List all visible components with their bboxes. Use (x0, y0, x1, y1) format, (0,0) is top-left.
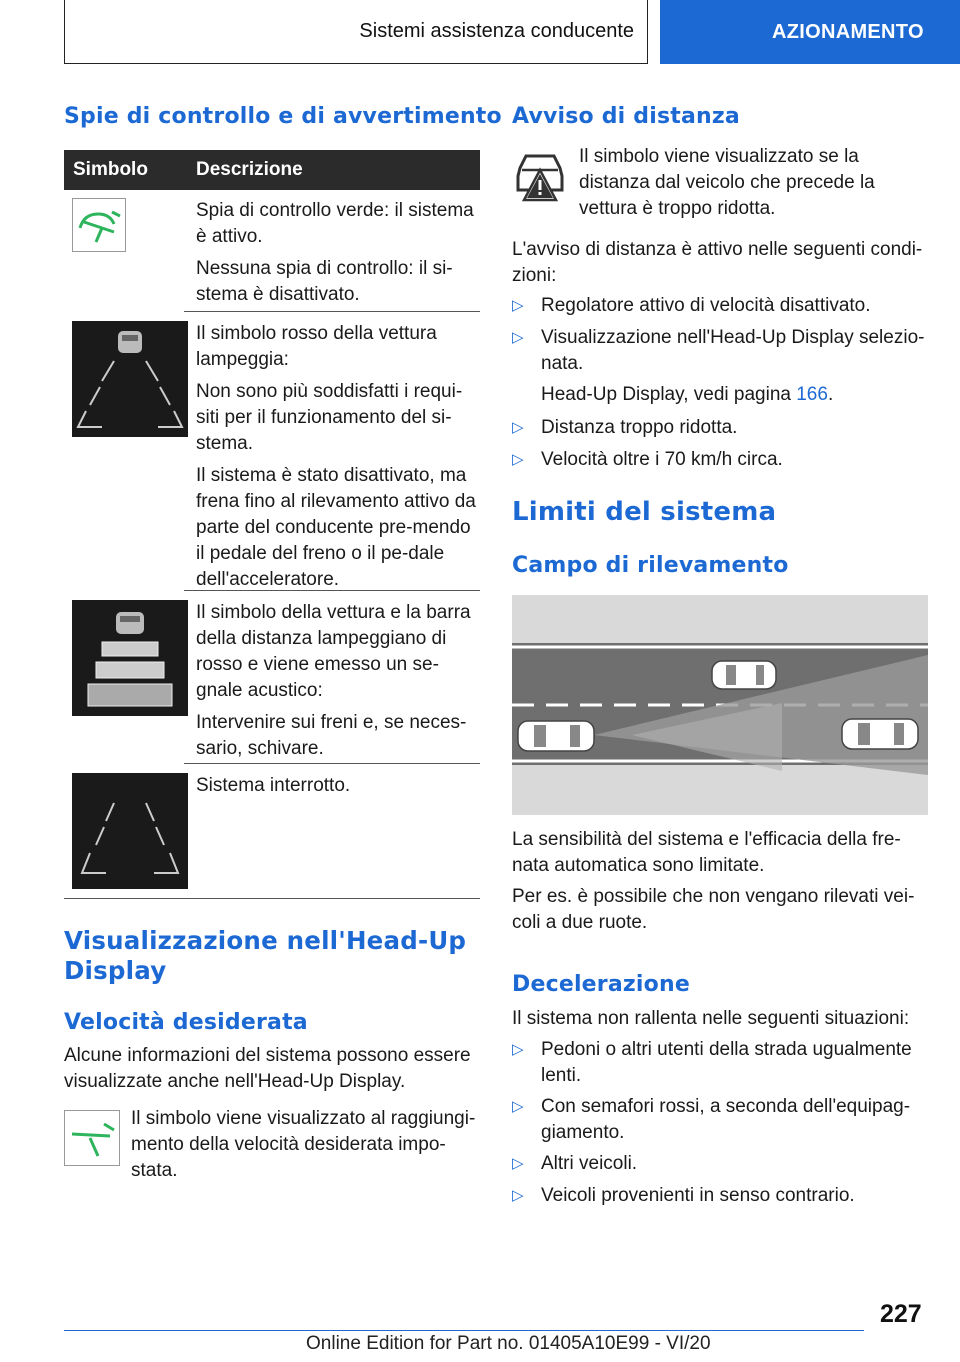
warning-icon-text: Il simbolo viene visualizzato se la distanza dal veicolo che precede la vettura è troppo ridotta. (579, 146, 875, 219)
desired-speed-icon (64, 1110, 120, 1166)
triangle-bullet-icon: ▷ (512, 419, 524, 436)
table-bottom-line (64, 898, 480, 899)
triangle-bullet-icon: ▷ (512, 1041, 524, 1058)
row-4-text-1: Sistema interrotto. (196, 775, 351, 796)
table-title: Spie di controllo e di avvertimento (64, 104, 502, 129)
row-2-text-1: Il simbolo rosso della vettura lampeggia: (196, 323, 437, 370)
decel-bullet (512, 1151, 932, 1182)
row-3-text-1: Il simbolo della vettura e la barra della distanza lampeggiano di rosso e viene emesso un se-gnale acustico: (196, 602, 471, 701)
red-vehicle-flashing-icon (72, 321, 188, 437)
speed-subtitle: Velocità desiderata (64, 1010, 308, 1035)
decel-bullet (512, 1183, 932, 1214)
green-distance-icon (72, 198, 126, 252)
warning-intro: L'avviso di distanza è attivo nelle seguenti condi-zioni: (512, 239, 923, 286)
bullet-text: Distanza troppo ridotta. (541, 417, 738, 438)
row-1-text-2: Nessuna spia di controllo: il si-stema è disattivato. (196, 258, 453, 305)
hud-section-title: Visualizzazione nell'Head-Up Display (64, 926, 467, 985)
limits-title: Limiti del sistema (512, 497, 777, 527)
row-divider (184, 763, 480, 764)
triangle-bullet-icon: ▷ (512, 1098, 524, 1115)
deceleration-subtitle: Decelerazione (512, 972, 690, 997)
chapter-title: Sistemi assistenza conducente (359, 20, 634, 42)
triangle-bullet-icon: ▷ (512, 1155, 524, 1172)
bullet-text: Veicoli provenienti in senso contrario. (541, 1185, 855, 1206)
header-chapter (64, 0, 648, 64)
detection-range-illustration (512, 595, 928, 815)
decel-bullet (512, 1037, 932, 1094)
bullet-text: Con semafori rossi, a seconda dell'equipag-giamento. (541, 1096, 911, 1143)
row-1-description (196, 198, 478, 314)
vehicle-distance-bar-icon (72, 600, 188, 716)
decel-bullet (512, 1094, 932, 1151)
warning-title: Avviso di distanza (512, 104, 740, 129)
row-2-text-3: Il sistema è stato disattivato, ma frena fino al rilevamento attivo da parte del conducente pre-mendo il pedale del freno o il pe-dale dell'acceleratore. (196, 465, 476, 590)
speed-intro: Alcune informazioni del sistema possono essere visualizzate anche nell'Head-Up Display. (64, 1045, 471, 1092)
page-link[interactable]: 166 (796, 384, 828, 405)
footer-edition: Online Edition for Part no. 01405A10E99 - VI/20 (306, 1333, 711, 1354)
table-header (64, 150, 480, 190)
system-interrupted-icon (72, 773, 188, 889)
row-1-text-1: Spia di controllo verde: il sistema è attivo. (196, 200, 474, 247)
col-symbol: Simbolo (73, 159, 148, 180)
row-divider (184, 311, 480, 312)
bullet-text: Altri veicoli. (541, 1153, 638, 1174)
page-number: 227 (880, 1300, 922, 1328)
row-3-text-2: Intervenire sui freni e, se neces-sario, schivare. (196, 712, 467, 759)
bullet-text: Pedoni o altri utenti della strada ugualmente lenti. (541, 1039, 912, 1086)
bullet-text: Velocità oltre i 70 km/h circa. (541, 449, 783, 470)
warning-bullet (512, 293, 932, 324)
bullet-text: Visualizzazione nell'Head-Up Display selezio-nata. (541, 327, 925, 374)
triangle-bullet-icon: ▷ (512, 451, 524, 468)
header-section (660, 0, 960, 64)
row-divider (184, 590, 480, 591)
range-subtitle: Campo di rilevamento (512, 553, 789, 578)
row-2-description (196, 321, 478, 599)
page-ref-text: Head-Up Display, vedi pagina (541, 384, 791, 405)
range-text-1: La sensibilità del sistema e l'efficacia della fre-nata automatica sono limitate. (512, 829, 901, 876)
col-description: Descrizione (196, 159, 303, 180)
triangle-bullet-icon: ▷ (512, 297, 524, 314)
bullet-text: Regolatore attivo di velocità disattivato. (541, 295, 871, 316)
footer-rule (64, 1330, 864, 1331)
warning-bullet (512, 415, 932, 446)
triangle-bullet-icon: ▷ (512, 1187, 524, 1204)
row-2-text-2: Non sono più soddisfatti i requi-siti per il funzionamento del si-stema. (196, 381, 463, 454)
range-text-2: Per es. è possibile che non vengano rilevati vei-coli a due ruote. (512, 886, 915, 933)
warning-bullet (512, 325, 932, 413)
distance-warning-icon (512, 146, 568, 204)
triangle-bullet-icon: ▷ (512, 329, 524, 346)
section-title: AZIONAMENTO (772, 20, 924, 43)
speed-icon-text: Il simbolo viene visualizzato al raggiungi-mento della velocità desiderata impo-stata. (131, 1108, 476, 1181)
row-3-description (196, 600, 478, 768)
row-4-description (196, 773, 478, 805)
page-reference: Head-Up Display, vedi pagina 166. (541, 384, 834, 405)
deceleration-intro: Il sistema non rallenta nelle seguenti situazioni: (512, 1008, 910, 1029)
warning-bullet (512, 447, 932, 478)
